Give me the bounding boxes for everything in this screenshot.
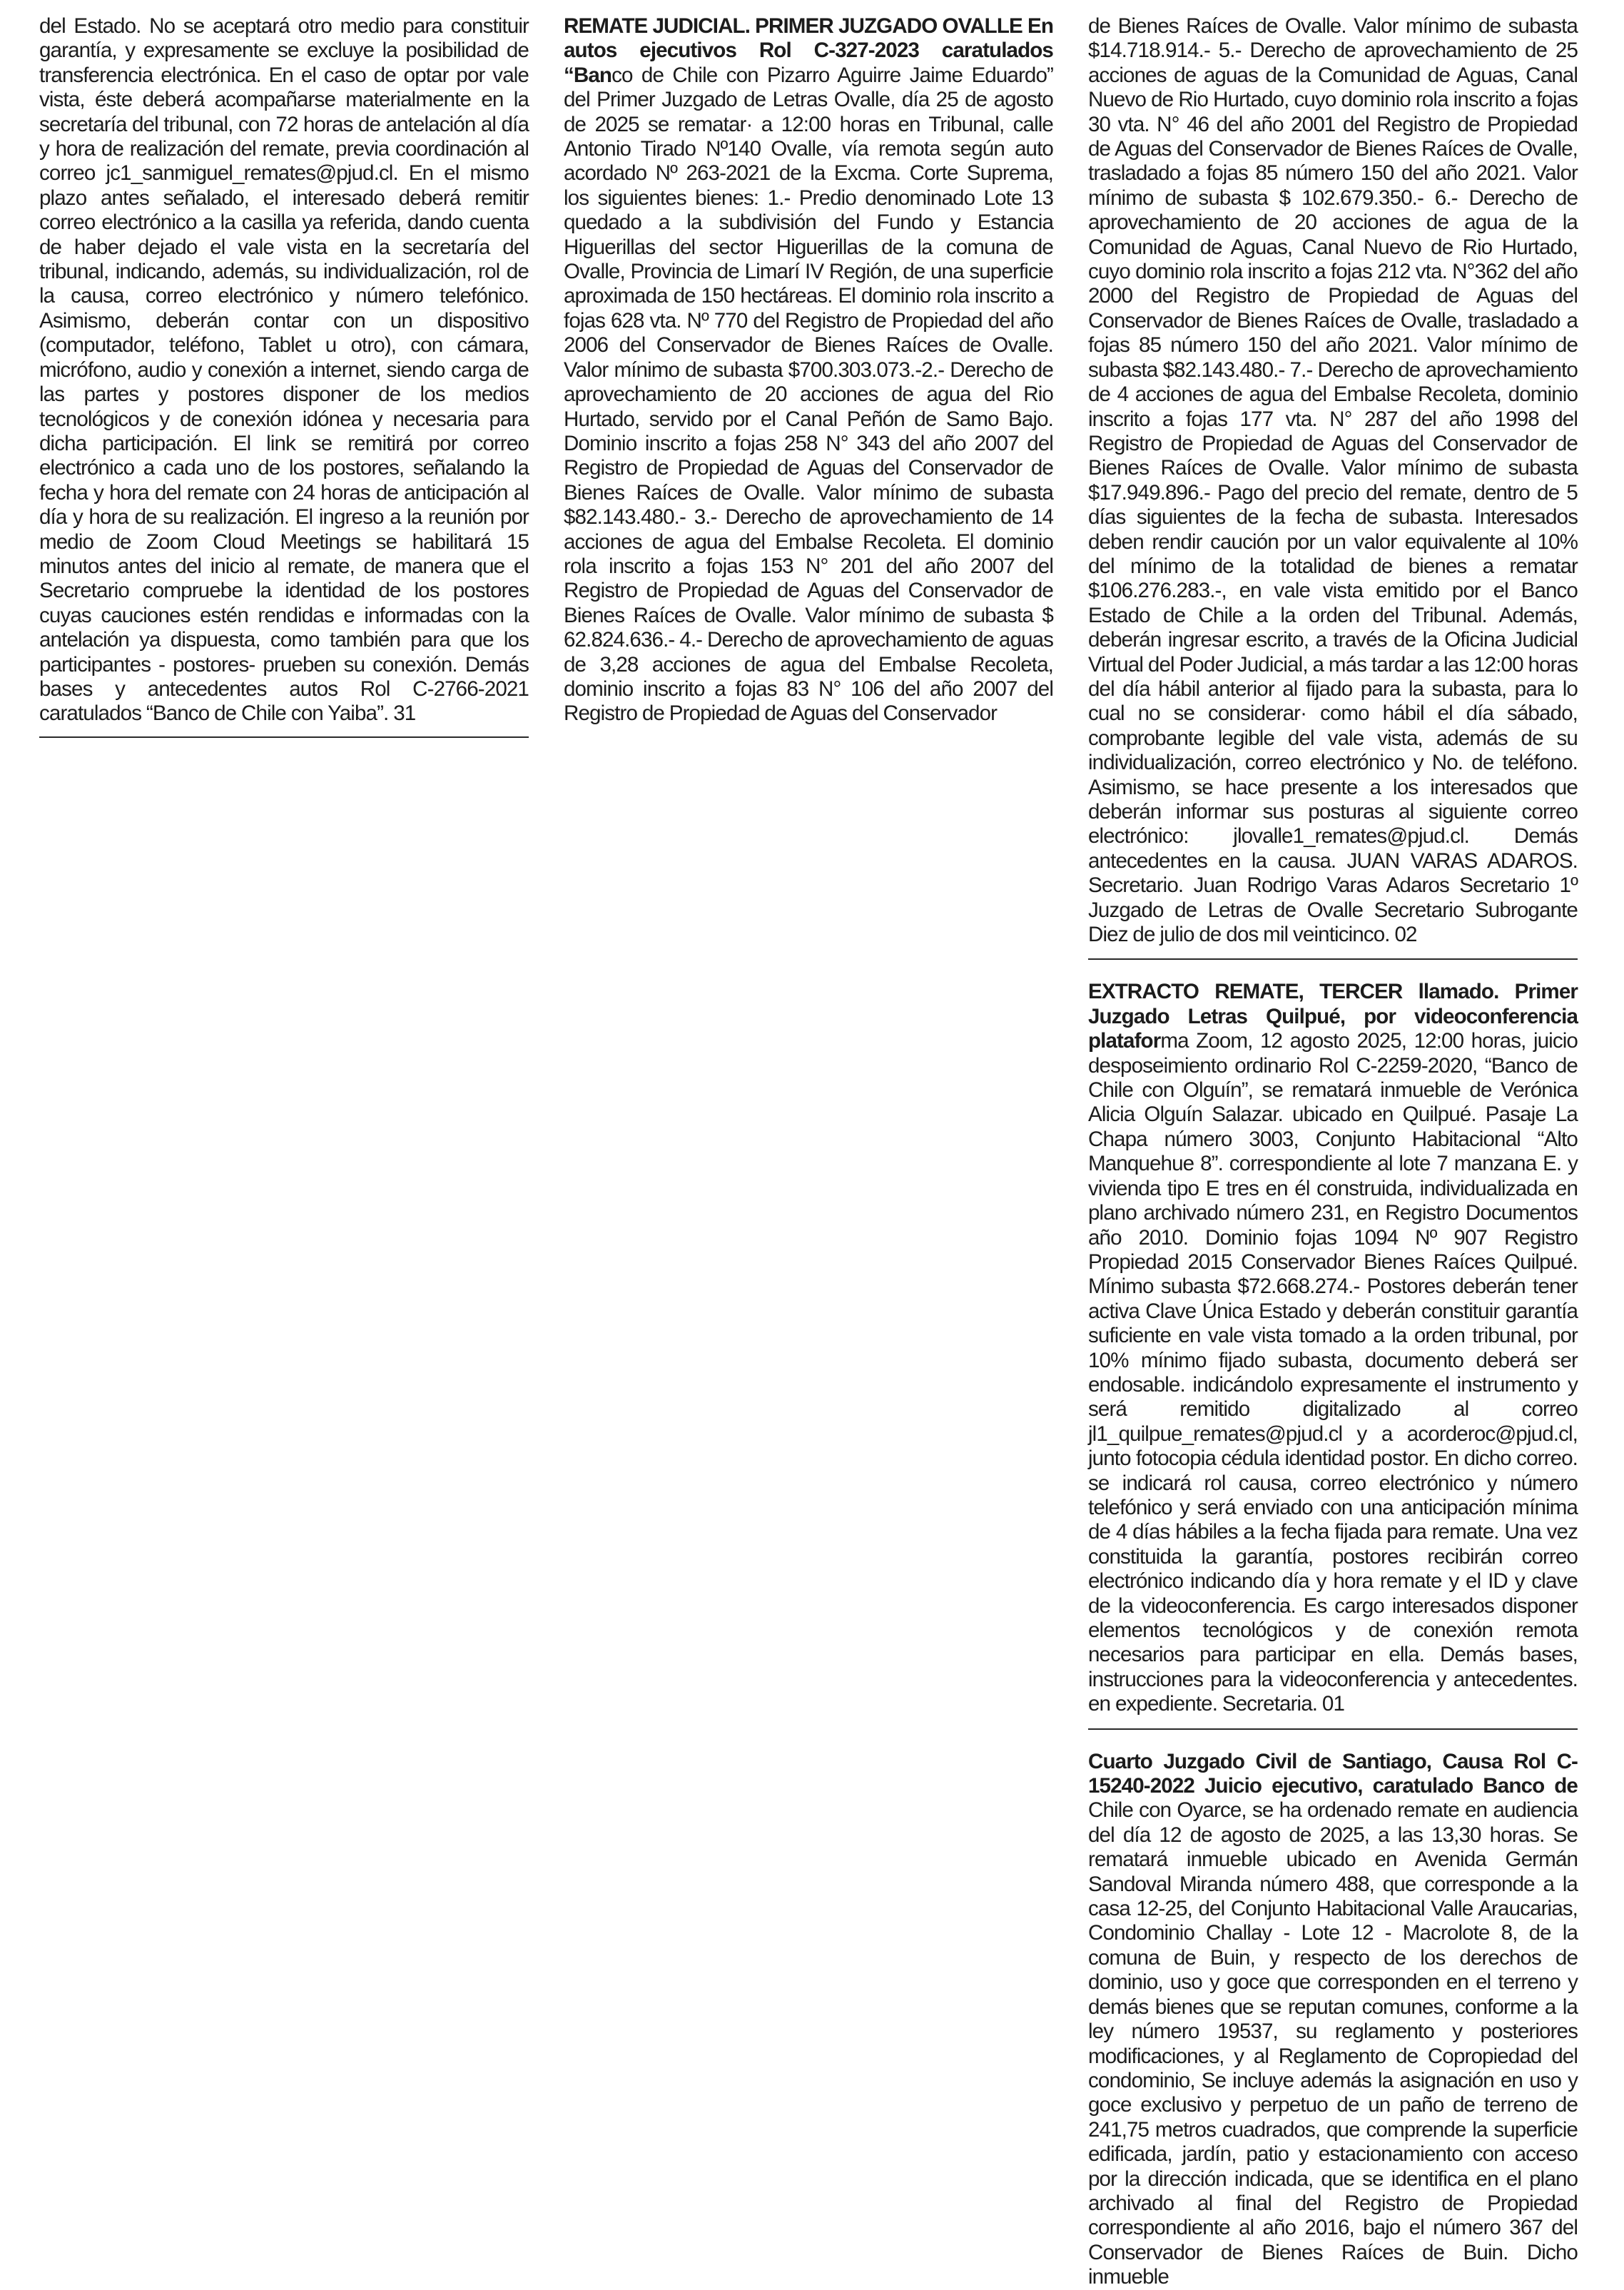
notice-body: ma Zoom, 12 agosto 2025, 12:00 horas, juicio desposeimiento ordinario Rol C-2259-2020, “Banco de Chile con Olguín”, se rematará inmueble de Verónica Alicia Olguín Salazar. ubicado en Quilpué. Pasaje La Chapa número 3003, Conjunto Habitacional “Alto Manquehue 8”. correspondiente al lote 7 manzana E. y vivienda tipo E tres en él construida, individualizada en plano archivado número 231, en Registro Documentos año 2010. Dominio fojas 1094 Nº 907 Registro Propiedad 2015 Conservador Bienes Raíces Quilpué. Mínimo subasta $72.668.274.- Postores deberán tener activa Clave Única Estado y deberán constituir garantía suficiente en vale vista tomado a la orden tribunal, por 10% mínimo fijado subasta, documento deberá ser endosable. indicándolo expresamente el instrumento y será remitido digitalizado al correo jl1_quilpue_remates@pjud.cl y a acorderoc@pjud.cl, junto fotocopia cédula identidad postor. En dicho correo. se indicará rol causa, correo electrónico y número telefónico y será enviado con una anticipación mínima de 4 días hábiles a la fecha fijada para remate. Una vez constituida la garantía, postores recibirán correo electrónico indicando día y hora remate y el ID y clave de la videoconferencia. Es cargo interesados disponer elementos tecnológicos y de conexión remota necesarios para participar en ella. Demás bases, instrucciones para la videoconferencia y antecedentes. en expediente. Secretaria. 01 <box>1088 1029 1578 1716</box>
notice-extracto-remate-quilpue <box>1088 980 1578 1716</box>
notice-body: co de Chile con Pizarro Aguirre Jaime Eduardo” del Primer Juzgado de Letras Ovalle, día 25 de agosto de 2025 se rematar· a 12:00 horas en Tribunal, calle Antonio Tirado Nº140 Ovalle, vía remota según auto acordado Nº 263-2021 de la Excma. Corte Suprema, los siguientes bienes: 1.- Predio denominado Lote 13 quedado a la subdivisión del Fundo y Estancia Higuerillas del sector Higuerillas de la comuna de Ovalle, Provincia de Limarí IV Región, de una superficie aproximada de 150 hectáreas. El dominio rola inscrito a fojas 628 vta. Nº 770 del Registro de Propiedad del año 2006 del Conservador de Bienes Raíces de Ovalle. Valor mínimo de subasta $700.303.073.-2.- Derecho de aprovechamiento de 20 acciones de agua del Rio Hurtado, servido por el Canal Peñón de Samo Bajo. Dominio inscrito a fojas 258 N° 343 del año 2007 del Registro de Propiedad de Aguas del Conservador de Bienes Raíces de Ovalle. Valor mínimo de subasta $82.143.480.- 3.- Derecho de aprovechamiento de 14 acciones de agua del Embalse Recoleta. El dominio rola inscrito a fojas 153 N° 201 del año 2007 del Registro de Propiedad de Aguas del Conservador de Bienes Raíces de Ovalle. Valor mínimo de subasta $ 62.824.636.- 4.- Derecho de aprovechamiento de aguas de 3,28 acciones de agua del Embalse Recoleta, dominio inscrito a fojas 83 N° 106 del año 2007 del Registro de Propiedad de Aguas del Conservador <box>564 63 1053 726</box>
column-3 <box>1088 14 1578 2290</box>
notice-banco-de-chile-con-yaiba-end <box>39 14 529 726</box>
column-1 <box>39 14 529 738</box>
notice-cuarto-juzgado-civil-santiago <box>1088 1750 1578 2290</box>
notice-headline: Cuarto Juzgado Civil de Santiago, Causa Rol C-15240-2022 Juicio ejecutivo, caratulado Banco de <box>1088 1749 1578 1798</box>
notice-body: del Estado. No se aceptará otro medio para constituir garantía, y expresamente se excluye la posibilidad de transferencia electrónica. En el caso de optar por vale vista, éste deberá acompañarse materialmente en la secretaría del tribunal, con 72 horas de antelación al día y hora de realización del remate, previa coordinación al correo jc1_sanmiguel_remates@pjud.cl. En el mismo plazo antes señalado, el interesado deberá remitir correo electrónico a la casilla ya referida, dando cuenta de haber dejado el vale vista en la secretaría del tribunal, indicando, además, su individualización, rol de la causa, correo electrónico y número telefónico. Asimismo, deberán contar con un dispositivo (computador, teléfono, Tablet u otro), con cámara, micrófono, audio y conexión a internet, siendo carga de las partes y postores disponer de los medios tecnológicos y de conexión idónea y necesaria para dicha participación. El link se remitirá por correo electrónico a cada uno de los postores, señalando la fecha y hora del remate con 24 horas de anticipación al día y hora de su realización. El ingreso a la reunión por medio de Zoom Cloud Meetings se habilitará 15 minutos antes del inicio al remate, de manera que el Secretario compruebe la identidad de los postores cuyas cauciones estén rendidas e informadas con la antelación ya dispuesta, como también para que los participantes - postores- prueben su conexión. Demás bases y antecedentes autos Rol C-2766-2021 caratulados “Banco de Chile con Yaiba”. 31 <box>39 14 529 726</box>
notice-headline: EXTRACTO REMATE, TERCER llamado. Primer Juzgado Letras Quilpué, por videoconferencia platafor <box>1088 980 1578 1053</box>
notice-separator <box>1088 958 1578 960</box>
notice-body: Chile con Oyarce, se ha ordenado remate en audiencia del día 12 de agosto de 2025, a las 13,30 horas. Se rematará inmueble ubicado en Avenida Germán Sandoval Miranda número 488, que corresponde a la casa 12-25, del Conjunto Habitacional Valle Araucarias, Condominio Challay - Lote 12 - Macrolote 8, de la comuna de Buin, y respecto de los derechos de dominio, uso y goce que corresponden en el terreno y demás bienes que se reputan comunes, conforme a la ley número 19537, su reglamento y posteriores modificaciones, y al Reglamento de Copropiedad del condominio, Se incluye además la asignación en uso y goce exclusivo y perpetuo de un paño de terreno de 241,75 metros cuadrados, que comprende la superficie edificada, jardín, patio y estacionamiento con acceso por la dirección indicada, que se identifica en el plano archivado al final del Registro de Propiedad correspondiente al año 2016, bajo el número 367 del Conservador de Bienes Raíces de Buin. Dicho inmueble <box>1088 1798 1578 2289</box>
notice-separator <box>1088 1728 1578 1730</box>
notice-remate-judicial-ovalle-continued <box>1088 14 1578 947</box>
notice-body: de Bienes Raíces de Ovalle. Valor mínimo de subasta $14.718.914.- 5.- Derecho de aprovechamiento de 25 acciones de aguas de la Comunidad de Aguas, Canal Nuevo de Rio Hurtado, cuyo dominio rola inscrito a fojas 30 vta. N° 46 del año 2001 del Registro de Propiedad de Aguas del Conservador de Bienes Raíces de Ovalle, trasladado a fojas 85 número 150 del año 2021. Valor mínimo de subasta $ 102.679.350.- 6.- Derecho de aprovechamiento de 20 acciones de agua de la Comunidad de Aguas, Canal Nuevo de Rio Hurtado, cuyo dominio rola inscrito a fojas 212 vta. N°362 del año 2000 del Registro de Propiedad de Aguas del Conservador de Bienes Raíces de Ovalle, trasladado a fojas 85 número 150 del año 2021. Valor mínimo de subasta $82.143.480.- 7.- Derecho de aprovechamiento de 4 acciones de agua del Embalse Recoleta, dominio inscrito a fojas 177 vta. N° 287 del año 1998 del Registro de Propiedad de Aguas del Conservador de Bienes Raíces de Ovalle. Valor mínimo de subasta $17.949.896.- Pago del precio del remate, dentro de 5 días siguientes de la fecha de subasta. Interesados deben rendir caución por un valor equivalente al 10% del mínimo de la totalidad de bienes a rematar $106.276.283.-, en vale vista emitido por el Banco Estado de Chile a la orden del Tribunal. Además, deberán ingresar escrito, a través de la Oficina Judicial Virtual del Poder Judicial, a más tardar a las 12:00 horas del día hábil anterior al fijado para la subasta, para lo cual no se considerar· como hábil el día sábado, comprobante legible del vale vista, además de su individualización, correo electrónico y No. de teléfono. Asimismo, se hace presente a los interesados que deberán informar sus posturas al siguiente correo electrónico: jlovalle1_remates@pjud.cl. Demás antecedentes en la causa. JUAN VARAS ADAROS. Secretario. Juan Rodrigo Varas Adaros Secretario 1º Juzgado de Letras de Ovalle Secretario Subrogante Diez de julio de dos mil veinticinco. 02 <box>1088 14 1578 947</box>
column-2 <box>564 14 1053 726</box>
notice-separator <box>39 736 529 738</box>
notice-headline: REMATE JUDICIAL. PRIMER JUZGADO OVALLE En autos ejecutivos Rol C-327-2023 caratulados “Ban <box>564 14 1053 87</box>
notice-remate-judicial-ovalle <box>564 14 1053 726</box>
